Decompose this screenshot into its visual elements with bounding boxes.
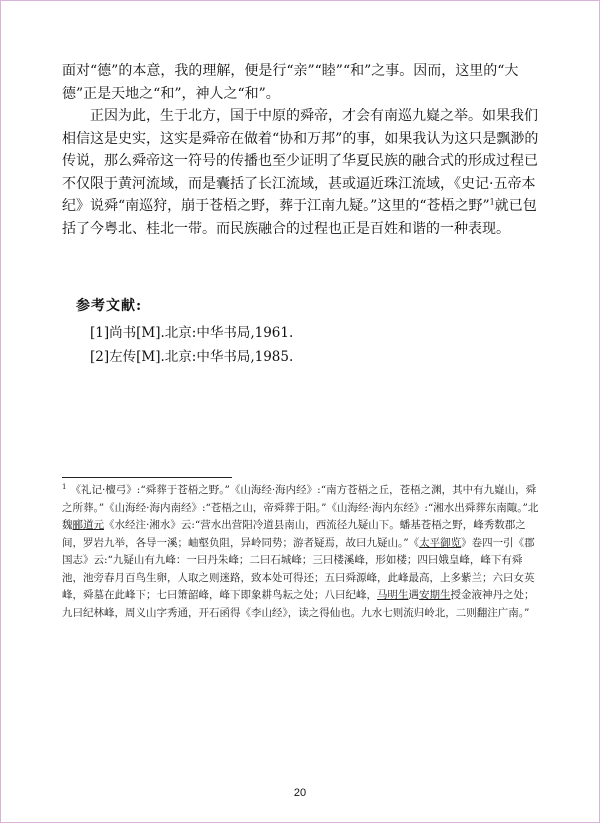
reference-item: [1]尚书[M].北京:中华书局,1961.	[90, 325, 294, 341]
footnote-divider	[62, 477, 232, 478]
footnote-link-taiping-yulan[interactable]: 太平御览	[419, 536, 462, 549]
footnote-text-e: 授金液神丹之处；九曰纪林峰，周义山字秀通，开石函得《李山经》，读之得仙也。九水七则流归岭北，二则翻注广南。”	[62, 589, 535, 619]
paragraph-2-part-b: 就已包括了今粤北、桂北一带。而民族融合的过程也正是百姓和谐的一种表现。	[62, 198, 537, 237]
paragraph-2	[62, 105, 540, 240]
footnote	[62, 482, 542, 622]
references-list	[90, 321, 510, 369]
footnote-text-b: 《水经注·湘水》云:“营水出营阳冷道县南山，西流径九疑山下。蟠基苍梧之野，峰秀数郡之间，罗岩九举，各导一溪；岫壑负阻，异岭同势；游者疑焉，故曰九疑山。”《	[62, 519, 526, 549]
footnote-link-ma-mingsheng[interactable]: 马明生	[377, 589, 409, 601]
footnote-link-an-qisheng[interactable]: 安期生	[419, 589, 451, 601]
footnote-link-li-daoyuan[interactable]: 郦道元	[72, 519, 104, 531]
page-number: 20	[293, 787, 307, 799]
reference-item: [2]左传[M].北京:中华书局,1985.	[90, 349, 294, 365]
body-text	[62, 60, 540, 240]
footnote-mark: 1	[62, 482, 67, 491]
paragraph-2-part-a: 正因为此，生于北方，国于中原的舜帝，才会有南巡九嶷之举。如果我们相信这是史实，这实是舜帝在做着“协和万邦”的事，如果我认为这只是飘渺的传说，那么舜帝这一符号的传播也至少证明了华夏民族的融合式的形成过程已不仅限于黄河流域，而是囊括了长江流域，甚或逼近珠江流域，《史记·五帝本纪》说舜“南巡狩，崩于苍梧之野，葬于江南九疑。”这里的“苍梧之野”	[62, 108, 539, 214]
references-heading: 参考文献:	[76, 298, 143, 314]
footnote-text-c: 》卷四一引《郡国志》云:“九疑山有九峰：一曰丹朱峰；二曰石城峰；三曰楼溪峰，形如楼；四曰娥皇峰，峰下有舜池，池旁春月百鸟生卵，人取之则迷路，致本处可得还；五曰舜源峰，此峰最高，上多紫兰；六曰女英峰，舜墓在此峰下；七曰箫韶峰，峰下即象耕鸟耘之处；八曰纪峰，	[62, 536, 535, 601]
footnote-text-d: 遇	[408, 589, 419, 601]
footnote-text-a: 《礼记·檀弓》:“舜葬于苍梧之野。”《山海经·海内经》:“南方苍梧之丘，苍梧之渊，其中有九嶷山，舜之所葬。”《山海经·海内南经》:“苍梧之山，帝舜葬于阳。”《山海经·海内东经》:“湘水出舜葬东南陬。”北魏	[62, 484, 539, 531]
paragraph-1: 面对“德”的本意，我的理解，便是行“亲”“睦”“和”之事。因而，这里的“大德”正是天地之“和”，神人之“和”。	[62, 63, 519, 102]
footnote-reference[interactable]: 1	[489, 197, 495, 207]
